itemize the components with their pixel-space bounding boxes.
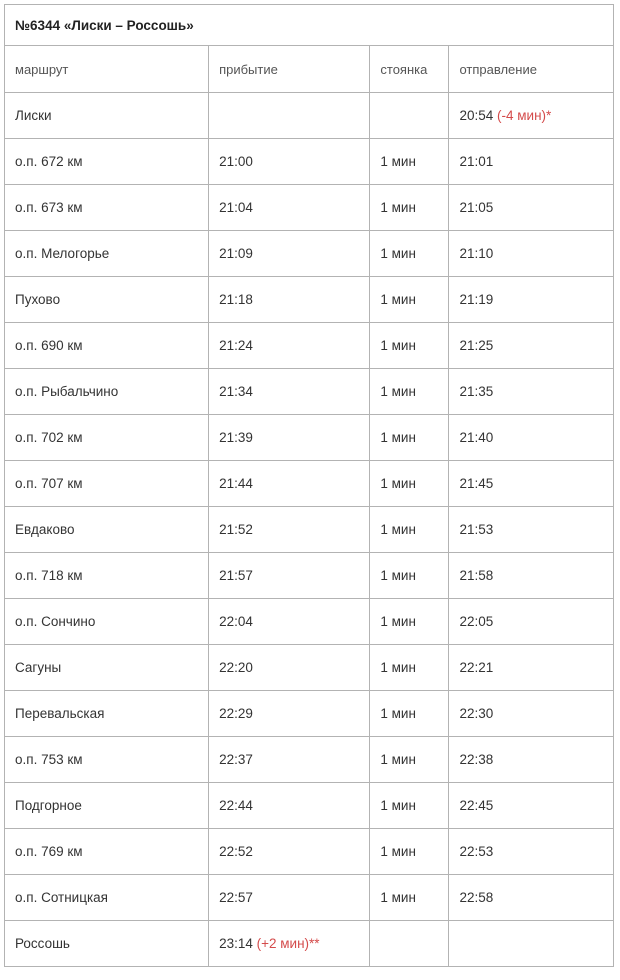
departure-cell-value: 21:25 xyxy=(459,338,494,353)
stop-cell xyxy=(370,783,449,829)
departure-cell xyxy=(449,231,614,277)
arrival-cell-value: 21:57 xyxy=(219,568,253,583)
title-row xyxy=(5,5,614,46)
departure-cell-value: 22:58 xyxy=(459,890,494,905)
stop-cell-value: 1 мин xyxy=(380,338,416,353)
table-row xyxy=(5,231,614,277)
departure-cell-value: 21:58 xyxy=(459,568,494,583)
departure-cell-value: 20:54 xyxy=(459,108,494,123)
stop-cell xyxy=(370,829,449,875)
header-stop: стоянка xyxy=(370,46,449,93)
departure-cell-value: 21:01 xyxy=(459,154,494,169)
departure-cell xyxy=(449,369,614,415)
station-cell xyxy=(5,553,209,599)
arrival-cell xyxy=(209,691,370,737)
arrival-cell-value: 21:34 xyxy=(219,384,253,399)
departure-cell xyxy=(449,323,614,369)
arrival-cell xyxy=(209,323,370,369)
arrival-cell-value: 21:18 xyxy=(219,292,253,307)
stop-cell xyxy=(370,323,449,369)
stop-cell xyxy=(370,185,449,231)
stop-cell-value: 1 мин xyxy=(380,890,416,905)
arrival-cell xyxy=(209,875,370,921)
header-route: маршрут xyxy=(5,46,209,93)
table-row xyxy=(5,783,614,829)
departure-cell-value: 22:05 xyxy=(459,614,494,629)
station-cell-value: о.п. Рыбальчино xyxy=(15,384,119,399)
arrival-cell xyxy=(209,921,370,967)
station-cell-value: о.п. 718 км xyxy=(15,568,83,583)
station-cell xyxy=(5,783,209,829)
arrival-cell-value: 21:04 xyxy=(219,200,253,215)
stop-cell xyxy=(370,737,449,783)
header-row xyxy=(5,46,614,93)
station-cell-value: Евдаково xyxy=(15,522,75,537)
departure-cell xyxy=(449,415,614,461)
stop-cell-value: 1 мин xyxy=(380,844,416,859)
station-cell xyxy=(5,599,209,645)
station-cell-value: о.п. 690 км xyxy=(15,338,83,353)
stop-cell xyxy=(370,231,449,277)
departure-cell-value: 22:38 xyxy=(459,752,494,767)
station-cell-value: Подгорное xyxy=(15,798,82,813)
stop-cell xyxy=(370,875,449,921)
train-title: №6344 «Лиски – Россошь» xyxy=(5,5,614,46)
stop-cell-value: 1 мин xyxy=(380,200,416,215)
departure-cell-value: 21:10 xyxy=(459,246,494,261)
arrival-cell xyxy=(209,553,370,599)
station-cell-value: о.п. Сотницкая xyxy=(15,890,108,905)
stop-cell xyxy=(370,599,449,645)
stop-cell xyxy=(370,645,449,691)
station-cell-value: Сагуны xyxy=(15,660,62,675)
table-row xyxy=(5,553,614,599)
arrival-cell xyxy=(209,507,370,553)
header-departure: отправление xyxy=(449,46,614,93)
departure-cell xyxy=(449,921,614,967)
station-cell-value: о.п. 673 км xyxy=(15,200,83,215)
station-cell xyxy=(5,875,209,921)
table-row xyxy=(5,93,614,139)
station-cell xyxy=(5,277,209,323)
arrival-cell xyxy=(209,783,370,829)
departure-cell-value: 21:40 xyxy=(459,430,494,445)
schedule-sheet xyxy=(4,4,614,967)
stop-cell-value: 1 мин xyxy=(380,614,416,629)
station-cell-value: Пухово xyxy=(15,292,61,307)
arrival-cell xyxy=(209,185,370,231)
departure-cell xyxy=(449,277,614,323)
departure-cell-value: 21:19 xyxy=(459,292,494,307)
departure-cell xyxy=(449,875,614,921)
arrival-cell xyxy=(209,93,370,139)
departure-cell-value: 21:53 xyxy=(459,522,494,537)
table-row xyxy=(5,875,614,921)
station-cell xyxy=(5,921,209,967)
stop-cell-value: 1 мин xyxy=(380,660,416,675)
station-cell-value: о.п. Сончино xyxy=(15,614,96,629)
table-row xyxy=(5,277,614,323)
departure-cell-value: 22:53 xyxy=(459,844,494,859)
departure-cell-value: 21:45 xyxy=(459,476,494,491)
arrival-cell xyxy=(209,415,370,461)
table-row xyxy=(5,415,614,461)
departure-cell xyxy=(449,185,614,231)
station-cell-value: о.п. 769 км xyxy=(15,844,83,859)
table-row xyxy=(5,645,614,691)
station-cell xyxy=(5,829,209,875)
station-cell xyxy=(5,507,209,553)
stop-cell-value: 1 мин xyxy=(380,752,416,767)
arrival-cell-value: 22:52 xyxy=(219,844,253,859)
stop-cell-value: 1 мин xyxy=(380,798,416,813)
stop-cell xyxy=(370,507,449,553)
arrival-cell xyxy=(209,231,370,277)
table-row xyxy=(5,691,614,737)
stop-cell xyxy=(370,277,449,323)
station-cell xyxy=(5,461,209,507)
station-cell xyxy=(5,645,209,691)
departure-cell xyxy=(449,829,614,875)
stop-cell-value: 1 мин xyxy=(380,154,416,169)
departure-cell xyxy=(449,93,614,139)
arrival-cell-value: 21:00 xyxy=(219,154,253,169)
station-cell xyxy=(5,185,209,231)
station-cell xyxy=(5,323,209,369)
arrival-cell-value: 22:29 xyxy=(219,706,253,721)
arrival-cell-note: (+2 мин)** xyxy=(252,936,320,951)
arrival-cell xyxy=(209,461,370,507)
arrival-cell-value: 22:04 xyxy=(219,614,253,629)
departure-cell xyxy=(449,737,614,783)
station-cell-value: Россошь xyxy=(15,936,70,951)
station-cell xyxy=(5,139,209,185)
departure-cell xyxy=(449,553,614,599)
table-row xyxy=(5,507,614,553)
arrival-cell-value: 22:20 xyxy=(219,660,253,675)
station-cell xyxy=(5,415,209,461)
station-cell xyxy=(5,691,209,737)
arrival-cell xyxy=(209,139,370,185)
stop-cell-value: 1 мин xyxy=(380,568,416,583)
departure-cell-value: 21:35 xyxy=(459,384,494,399)
arrival-cell-value: 22:44 xyxy=(219,798,253,813)
arrival-cell-value: 21:52 xyxy=(219,522,253,537)
stop-cell-value: 1 мин xyxy=(380,706,416,721)
stop-cell xyxy=(370,921,449,967)
arrival-cell-value: 21:39 xyxy=(219,430,253,445)
stop-cell-value: 1 мин xyxy=(380,292,416,307)
departure-cell xyxy=(449,645,614,691)
table-row xyxy=(5,737,614,783)
table-row xyxy=(5,461,614,507)
departure-cell-value: 22:30 xyxy=(459,706,494,721)
arrival-cell xyxy=(209,737,370,783)
station-cell-value: о.п. 702 км xyxy=(15,430,83,445)
table-row xyxy=(5,369,614,415)
stop-cell-value: 1 мин xyxy=(380,430,416,445)
station-cell xyxy=(5,231,209,277)
stop-cell-value: 1 мин xyxy=(380,522,416,537)
stop-cell xyxy=(370,139,449,185)
stop-cell-value: 1 мин xyxy=(380,384,416,399)
station-cell-value: о.п. Мелогорье xyxy=(15,246,110,261)
stop-cell-value: 1 мин xyxy=(380,476,416,491)
departure-cell-value: 22:45 xyxy=(459,798,494,813)
stop-cell xyxy=(370,553,449,599)
table-row xyxy=(5,599,614,645)
stop-cell xyxy=(370,369,449,415)
departure-cell xyxy=(449,139,614,185)
departure-cell-note: (-4 мин)* xyxy=(493,108,552,123)
station-cell-value: Лиски xyxy=(15,108,52,123)
stop-cell xyxy=(370,93,449,139)
departure-cell xyxy=(449,783,614,829)
schedule-table xyxy=(4,4,614,967)
station-cell xyxy=(5,93,209,139)
arrival-cell-value: 21:44 xyxy=(219,476,253,491)
departure-cell-value: 22:21 xyxy=(459,660,494,675)
arrival-cell-value: 21:09 xyxy=(219,246,253,261)
arrival-cell xyxy=(209,829,370,875)
table-row xyxy=(5,139,614,185)
table-row xyxy=(5,829,614,875)
stop-cell xyxy=(370,415,449,461)
arrival-cell-value: 22:37 xyxy=(219,752,253,767)
arrival-cell-value: 23:14 xyxy=(219,936,253,951)
departure-cell xyxy=(449,507,614,553)
table-row xyxy=(5,921,614,967)
departure-cell-value: 21:05 xyxy=(459,200,494,215)
stop-cell-value: 1 мин xyxy=(380,246,416,261)
arrival-cell xyxy=(209,645,370,691)
table-row xyxy=(5,185,614,231)
station-cell-value: Перевальская xyxy=(15,706,105,721)
station-cell xyxy=(5,369,209,415)
departure-cell xyxy=(449,461,614,507)
table-row xyxy=(5,323,614,369)
arrival-cell xyxy=(209,277,370,323)
stop-cell xyxy=(370,461,449,507)
header-arrival: прибытие xyxy=(209,46,370,93)
arrival-cell xyxy=(209,369,370,415)
departure-cell xyxy=(449,599,614,645)
stop-cell xyxy=(370,691,449,737)
station-cell-value: о.п. 707 км xyxy=(15,476,83,491)
arrival-cell-value: 21:24 xyxy=(219,338,253,353)
departure-cell xyxy=(449,691,614,737)
arrival-cell-value: 22:57 xyxy=(219,890,253,905)
arrival-cell xyxy=(209,599,370,645)
station-cell-value: о.п. 753 км xyxy=(15,752,83,767)
station-cell xyxy=(5,737,209,783)
station-cell-value: о.п. 672 км xyxy=(15,154,83,169)
